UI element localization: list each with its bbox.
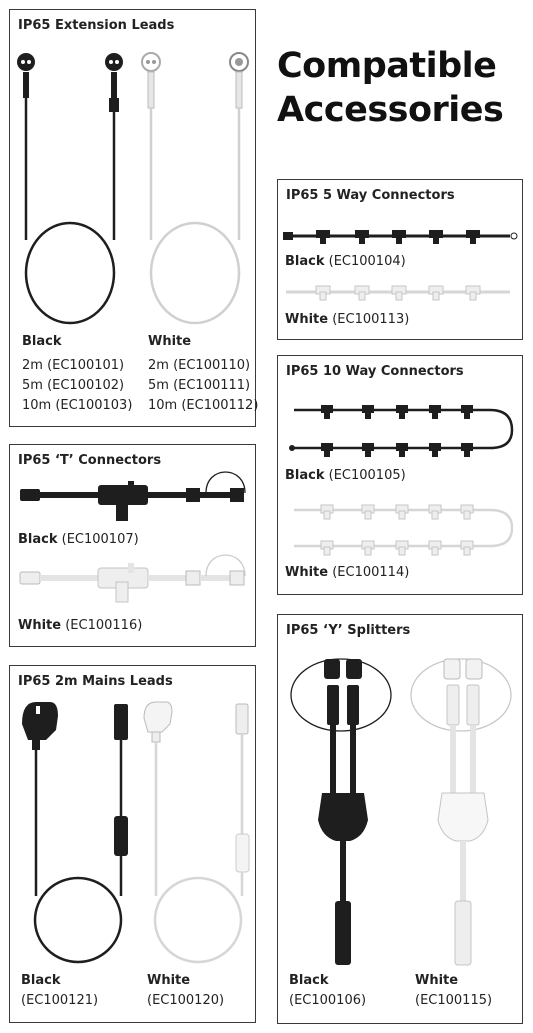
black-y-splitter-image [278, 615, 411, 960]
black-ten-way-connector-image [278, 356, 524, 466]
heading-line-2: Accessories [277, 90, 504, 130]
ten-way-connectors-panel [277, 355, 523, 595]
page-heading [277, 44, 503, 132]
black-label: Black [21, 973, 61, 988]
white-ten-way-connector-image [278, 496, 524, 566]
white-variant-5m: 5m (EC100111) [148, 378, 251, 393]
black-variant-2m: 2m (EC100101) [22, 358, 125, 373]
white-mains-lead-image [10, 666, 257, 966]
white-five-way-connector-image [278, 276, 524, 316]
black-code: (EC100106) [289, 993, 367, 1008]
five-way-connectors-panel [277, 179, 523, 340]
white-variant-2m: 2m (EC100110) [148, 358, 251, 373]
white-label: White [147, 973, 191, 988]
black-code: (EC100121) [21, 993, 99, 1008]
white-code: (EC100120) [147, 993, 225, 1008]
white-extension-lead-image [10, 10, 257, 330]
white-y-splitter-image [398, 615, 528, 960]
white-code: (EC100115) [415, 993, 493, 1008]
panel-title: IP65 10 Way Connectors [286, 364, 464, 379]
white-label: White (EC100113) [285, 312, 410, 327]
white-variant-10m: 10m (EC100112) [148, 398, 259, 413]
heading-line-1: Compatible [277, 46, 497, 86]
y-splitters-panel [277, 614, 523, 1024]
black-label: Black [22, 334, 62, 349]
black-t-connector-image [10, 445, 257, 535]
black-label: Black (EC100105) [285, 468, 406, 483]
extension-leads-panel [9, 9, 259, 427]
panel-title: IP65 ‘Y’ Splitters [286, 623, 411, 638]
white-label: White [148, 334, 192, 349]
white-label: White (EC100114) [285, 565, 410, 580]
black-five-way-connector-image [278, 180, 524, 260]
black-variant-10m: 10m (EC100103) [22, 398, 133, 413]
white-label: White [415, 973, 459, 988]
t-connectors-panel [9, 444, 256, 647]
black-variant-5m: 5m (EC100102) [22, 378, 125, 393]
black-label: Black (EC100107) [18, 532, 139, 547]
white-t-connector-image [10, 545, 257, 615]
black-label: Black [289, 973, 329, 988]
panel-title: IP65 5 Way Connectors [286, 188, 455, 203]
panel-title: IP65 ‘T’ Connectors [18, 453, 162, 468]
mains-leads-panel [9, 665, 256, 1023]
panel-title: IP65 2m Mains Leads [18, 674, 173, 689]
black-label: Black (EC100104) [285, 254, 406, 269]
white-label: White (EC100116) [18, 618, 143, 633]
panel-title: IP65 Extension Leads [18, 18, 175, 33]
